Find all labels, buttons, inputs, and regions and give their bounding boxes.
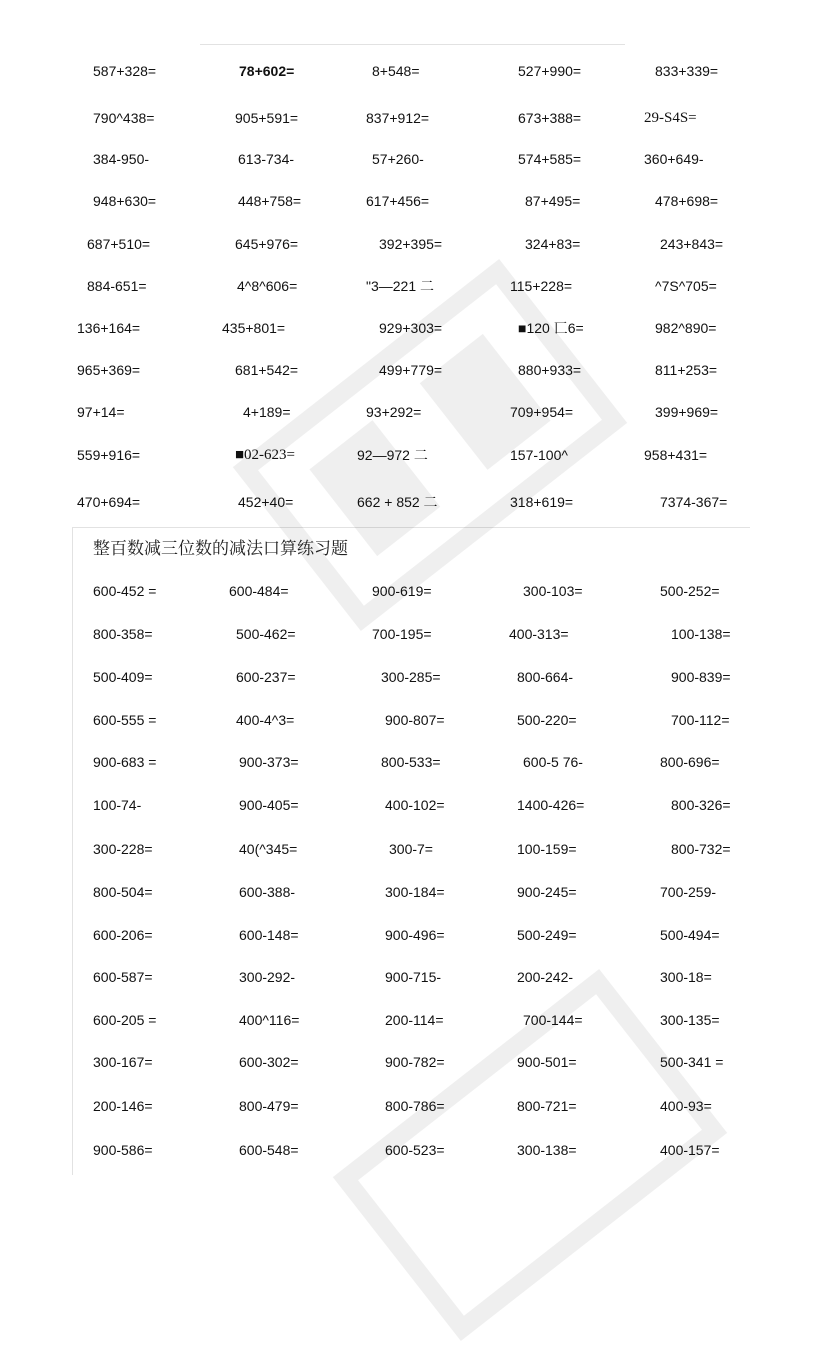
problem-cell: 681+542=: [235, 362, 299, 378]
problem-cell: 500-494=: [660, 927, 720, 943]
problem-cell: 800-504=: [93, 884, 153, 900]
problem-cell: 4^8^606=: [237, 278, 298, 294]
problem-cell: 100-159=: [517, 841, 577, 857]
problem-cell: 470+694=: [77, 494, 141, 510]
problem-cell: 4+189=: [243, 404, 291, 420]
problem-cell: 448+758=: [238, 193, 302, 209]
problem-cell: 709+954=: [510, 404, 574, 420]
problem-cell: 500-409=: [93, 669, 153, 685]
problem-cell: 300-135=: [660, 1012, 720, 1028]
problem-cell: 900-496=: [385, 927, 445, 943]
problem-cell: 600-548=: [239, 1142, 299, 1158]
problem-cell: 800-358=: [93, 626, 153, 642]
problem-cell: 800-479=: [239, 1098, 299, 1114]
problem-cell: 900-405=: [239, 797, 299, 813]
problem-cell: 360+649-: [644, 151, 704, 167]
problem-cell: 300-285=: [381, 669, 441, 685]
problem-cell: 617+456=: [366, 193, 430, 209]
problem-cell: 40(^345=: [239, 841, 298, 857]
problem-cell: 100-138=: [671, 626, 731, 642]
problem-cell: "3—221 二: [366, 278, 435, 294]
problem-cell: 700-112=: [671, 712, 730, 728]
problem-cell: 318+619=: [510, 494, 574, 510]
problem-cell: 900-683 =: [93, 754, 157, 770]
problem-cell: 900-715-: [385, 969, 442, 985]
problem-cell: 300-7=: [389, 841, 433, 857]
problem-cell: 700-144=: [523, 1012, 583, 1028]
problem-cell: 93+292=: [366, 404, 422, 420]
problem-cell: 574+585=: [518, 151, 582, 167]
problem-cell: 900-586=: [93, 1142, 153, 1158]
problem-cell: 500-220=: [517, 712, 577, 728]
problem-cell: 965+369=: [77, 362, 141, 378]
problem-cell: 800-696=: [660, 754, 720, 770]
problem-cell: ■120 匸6=: [518, 320, 584, 336]
problem-cell: 948+630=: [93, 193, 157, 209]
problem-cell: 400-4^3=: [236, 712, 295, 728]
problem-cell: 500-252=: [660, 583, 720, 599]
problem-cell: 400-157=: [660, 1142, 720, 1158]
problem-cell: 600-523=: [385, 1142, 445, 1158]
problem-cell: 57+260-: [372, 151, 424, 167]
problem-cell: 499+779=: [379, 362, 443, 378]
problem-cell: 929+303=: [379, 320, 443, 336]
problem-cell: 800-326=: [671, 797, 731, 813]
problem-cell: 958+431=: [644, 447, 708, 463]
problem-cell: 600-302=: [239, 1054, 299, 1070]
problem-cell: 78+602=: [239, 63, 295, 79]
problem-cell: 600-484=: [229, 583, 289, 599]
problem-cell: 300-184=: [385, 884, 445, 900]
problem-cell: 600-587=: [93, 969, 153, 985]
problem-cell: 673+388=: [518, 110, 582, 126]
problem-cell: 982^890=: [655, 320, 717, 336]
problem-cell: 700-259-: [660, 884, 717, 900]
problem-cell: 300-103=: [523, 583, 583, 599]
problem-cell: 900-373=: [239, 754, 299, 770]
problem-cell: 800-721=: [517, 1098, 577, 1114]
problem-cell: 100-74-: [93, 797, 142, 813]
problem-cell: 300-138=: [517, 1142, 577, 1158]
problem-cell: 500-462=: [236, 626, 296, 642]
problem-cell: 384-950-: [93, 151, 150, 167]
problem-cell: 392+395=: [379, 236, 443, 252]
problem-cell: 800-533=: [381, 754, 441, 770]
problem-cell: 452+40=: [238, 494, 294, 510]
problem-cell: 900-839=: [671, 669, 731, 685]
problem-cell: 115+228=: [510, 278, 573, 294]
problem-cell: 645+976=: [235, 236, 299, 252]
problem-cell: ^7S^705=: [655, 278, 717, 294]
problem-cell: 600-148=: [239, 927, 299, 943]
top-divider: [200, 44, 625, 45]
problem-cell: 399+969=: [655, 404, 719, 420]
problem-cell: 900-501=: [517, 1054, 577, 1070]
problem-cell: 1400-426=: [517, 797, 585, 813]
problem-cell: 7374-367=: [660, 494, 728, 510]
problem-cell: 600-205 =: [93, 1012, 157, 1028]
problem-cell: 900-807=: [385, 712, 445, 728]
problem-cell: 600-555 =: [93, 712, 157, 728]
problem-cell: 300-167=: [93, 1054, 153, 1070]
problem-cell: 97+14=: [77, 404, 125, 420]
problem-cell: 790^438=: [93, 110, 155, 126]
problem-cell: 527+990=: [518, 63, 582, 79]
problem-cell: 600-452 =: [93, 583, 157, 599]
problem-cell: 900-619=: [372, 583, 432, 599]
problem-cell: 900-245=: [517, 884, 577, 900]
problem-cell: 400-102=: [385, 797, 445, 813]
problem-cell: 400-313=: [509, 626, 569, 642]
problem-cell: 136+164=: [77, 320, 141, 336]
problem-cell: 884-651=: [87, 278, 147, 294]
problem-cell: 400-93=: [660, 1098, 712, 1114]
problem-cell: 29-S4S=: [644, 110, 697, 126]
problem-cell: 905+591=: [235, 110, 299, 126]
problem-cell: 900-782=: [385, 1054, 445, 1070]
problem-cell: 157-100^: [510, 447, 568, 463]
problem-cell: 880+933=: [518, 362, 582, 378]
problem-cell: ■02-623=: [235, 447, 296, 463]
problem-cell: 400^116=: [239, 1012, 300, 1028]
problem-cell: 87+495=: [525, 193, 581, 209]
problem-cell: 478+698=: [655, 193, 719, 209]
problem-cell: 243+843=: [660, 236, 724, 252]
problem-cell: 662 + 852 二: [357, 494, 438, 510]
problem-cell: 587+328=: [93, 63, 157, 79]
section-left-border: [72, 527, 73, 1175]
problem-cell: 300-228=: [93, 841, 153, 857]
problem-cell: 200-146=: [93, 1098, 153, 1114]
problem-cell: 833+339=: [655, 63, 719, 79]
section-title: 整百数减三位数的减法口算练习题: [93, 539, 348, 559]
problem-cell: 800-664-: [517, 669, 574, 685]
problem-cell: 300-292-: [239, 969, 296, 985]
problem-cell: 687+510=: [87, 236, 151, 252]
problem-cell: 92—972 二: [357, 447, 428, 463]
problem-cell: 811+253=: [655, 362, 718, 378]
problem-cell: 200-114=: [385, 1012, 444, 1028]
problem-cell: 8+548=: [372, 63, 420, 79]
problem-cell: 200-242-: [517, 969, 574, 985]
problem-cell: 613-734-: [238, 151, 295, 167]
problem-cell: 800-732=: [671, 841, 731, 857]
problem-cell: 600-388-: [239, 884, 296, 900]
problem-cell: 800-786=: [385, 1098, 445, 1114]
problem-cell: 600-5 76-: [523, 754, 583, 770]
problem-cell: 700-195=: [372, 626, 432, 642]
problem-cell: 559+916=: [77, 447, 141, 463]
section-divider: [72, 527, 750, 528]
problem-cell: 300-18=: [660, 969, 712, 985]
problem-cell: 435+801=: [222, 320, 286, 336]
problem-cell: 837+912=: [366, 110, 430, 126]
problem-cell: 500-249=: [517, 927, 577, 943]
problem-cell: 324+83=: [525, 236, 581, 252]
problem-cell: 500-341 =: [660, 1054, 724, 1070]
problem-cell: 600-237=: [236, 669, 296, 685]
problem-cell: 600-206=: [93, 927, 153, 943]
